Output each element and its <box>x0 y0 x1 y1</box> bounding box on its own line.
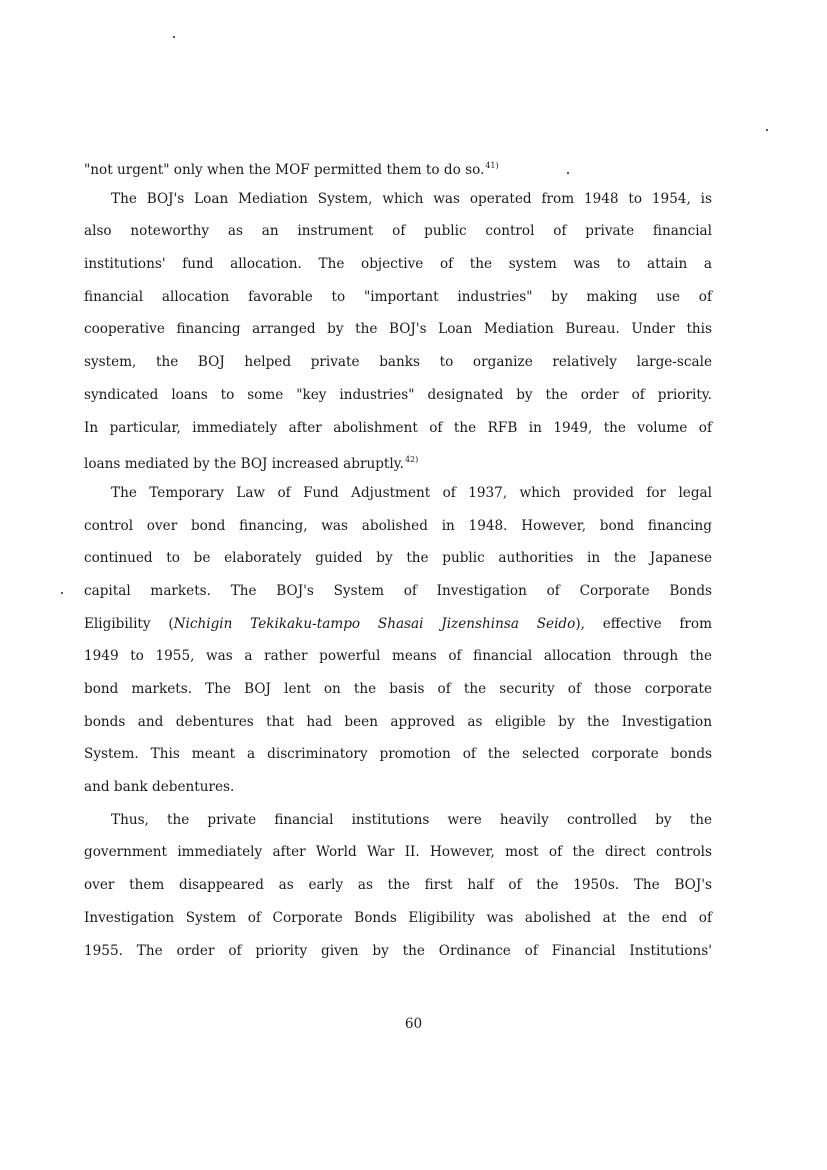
text-line: system, the BOJ helped private banks to organize relatively large-scale <box>84 354 712 371</box>
text-line: bond markets. The BOJ lent on the basis of the security of those corporate <box>84 681 712 697</box>
text-line: Investigation System of Corporate Bonds Eligibility was abolished at the end of <box>84 909 712 926</box>
text-line: 1955. The order of priority given by the Ordinance of Financial Institutions' <box>84 942 712 959</box>
text-line: bonds and debentures that had been approved as eligible by the Investigation <box>84 713 712 730</box>
line-text: "not urgent" only when the MOF permitted them to do so. <box>84 162 485 178</box>
text-line <box>84 608 712 641</box>
text-line <box>84 444 712 477</box>
text-line: Thus, the private financial institutions were heavily controlled by the <box>111 811 712 828</box>
italic-term: Nichigin Tekikaku-tampo Shasai Jizenshinsa Seido <box>173 615 576 632</box>
text-line: The Temporary Law of Fund Adjustment of 1937, which provided for legal <box>111 484 712 501</box>
footnote-marker: 42) <box>404 455 419 465</box>
text-line <box>84 150 712 183</box>
footnote-marker: 41) <box>485 161 499 170</box>
text-line: and bank debentures. <box>84 779 235 796</box>
text-line: over them disappeared as early as the first half of the 1950s. The BOJ's <box>84 877 712 894</box>
text-line: also noteworthy as an instrument of public control of private financial <box>84 223 712 240</box>
text-line: 1949 to 1955, was a rather powerful means of financial allocation through the <box>84 648 712 665</box>
text-line: continued to be elaborately guided by the public authorities in the Japanese <box>84 550 712 567</box>
scan-speck <box>567 172 569 174</box>
text-line: financial allocation favorable to "important industries" by making use of <box>84 288 712 305</box>
text-line: The BOJ's Loan Mediation System, which was operated from 1948 to 1954, is <box>111 190 712 207</box>
scan-speck <box>766 129 768 131</box>
text-line: System. This meant a discriminatory promotion of the selected corporate bonds <box>84 746 712 763</box>
text-line: government immediately after World War II. However, most of the direct controls <box>84 844 712 861</box>
text-line: institutions' fund allocation. The objective of the system was to attain a <box>84 256 712 273</box>
line-text: ), effective from <box>575 615 712 632</box>
line-text: loans mediated by the BOJ increased abruptly. <box>84 456 404 473</box>
line-text: Eligibility ( <box>84 615 174 632</box>
text-line: In particular, immediately after abolishment of the RFB in 1949, the volume of <box>84 419 712 436</box>
text-line: capital markets. The BOJ's System of Investigation of Corporate Bonds <box>84 582 712 599</box>
text-line: cooperative financing arranged by the BOJ's Loan Mediation Bureau. Under this <box>84 321 712 338</box>
page-number: 60 <box>404 1016 423 1032</box>
document-body <box>84 150 712 967</box>
scan-speck <box>173 36 175 38</box>
text-line: syndicated loans to some "key industries" designated by the order of priority. <box>84 386 712 403</box>
scan-speck <box>61 592 63 594</box>
text-line: control over bond financing, was abolished in 1948. However, bond financing <box>84 517 712 534</box>
